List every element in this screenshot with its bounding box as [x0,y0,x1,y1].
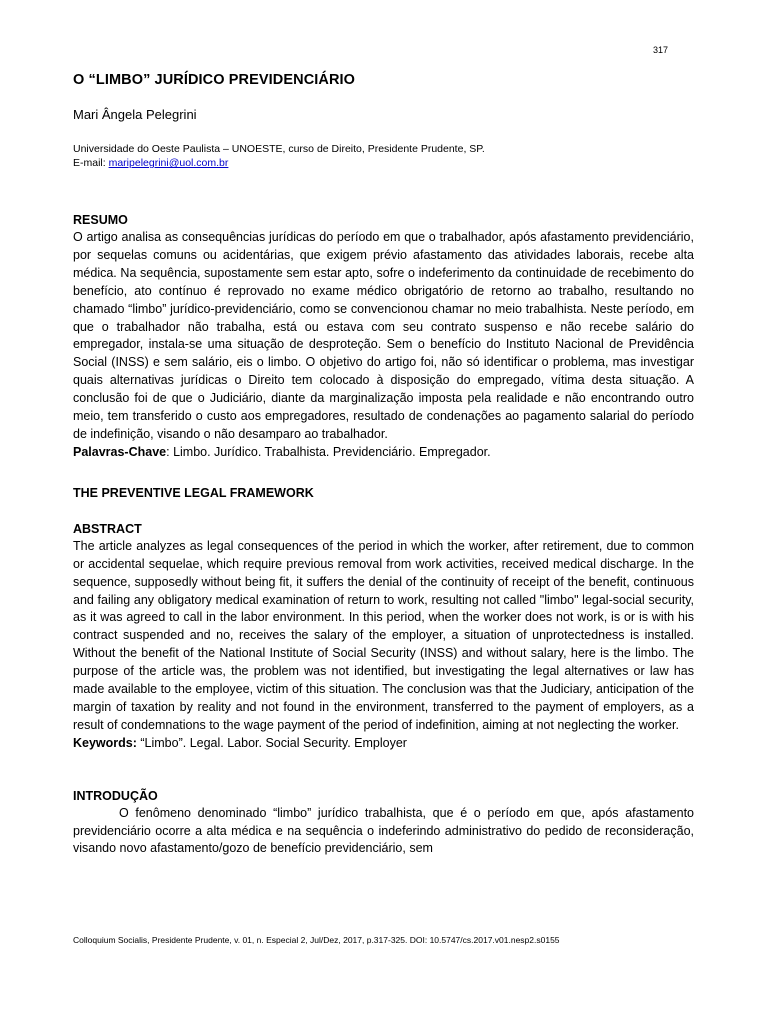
english-title: THE PREVENTIVE LEGAL FRAMEWORK [73,485,314,500]
article-content [73,72,694,858]
abstract-keywords-label: Keywords: [73,735,137,750]
resumo-text: O artigo analisa as consequências jurídicas do período em que o trabalhador, após afastamento previdenciário, por sequelas comuns ou acidentárias, que exigem prévio afastamento das atividades laborais, recebe alta médica. Na sequência, supostamente sem estar apto, sofre o indeferimento da continuidade de recebimento do benefício, ato contínuo é reprovado no exame médico obrigatório de retorno ao trabalho, resultando no chamado “limbo” jurídico-previdenciário, como se convencionou chamar no meio trabalhista. Neste período, em que o trabalhador não trabalha, está ou estava com seu contrato suspenso e não recebe salário do empregador, instala-se uma situação de desproteção. Sem o benefício do Instituto Nacional de Previdência Social (INSS) e sem salário, eis o limbo. O objetivo do artigo foi, não só identificar o problema, mas investigar quais alternativas jurídicas o Direito tem colocado à disposição do empregado, vítima desta situação. A conclusão foi de que o Judiciário, diante da marginalização imposta pela realidade e não encontrando outro meio, tem transferido o custo aos empregadores, resultado de condenações ao pagamento salarial do período de indefinição, visando o não desamparo ao trabalhador. [73,230,694,441]
abstract-keywords [73,735,694,753]
article-title: O “LIMBO” JURÍDICO PREVIDENCIÁRIO [73,72,356,88]
resumo-keywords-label: Palavras-Chave [73,444,167,459]
resumo-keywords [73,444,694,462]
email-line [73,156,694,170]
page-number: 317 [652,45,668,55]
resumo-keywords-value: : Limbo. Jurídico. Trabalhista. Previdenciário. Empregador. [166,444,491,459]
abstract-keywords-value: “Limbo”. Legal. Labor. Social Security. Employer [136,735,407,750]
introducao-text: O fenômeno denominado “limbo” jurídico trabalhista, que é o período em que, após afastamento previdenciário ocorre a alta médica e na sequência o indeferindo administrativo do pedido de reconsideração, visando novo afastamento/gozo de benefício previdenciário, sem [73,805,694,856]
resumo-heading: RESUMO [73,213,128,227]
email-label: E-mail: [73,157,109,169]
introducao-heading: INTRODUÇÃO [73,788,158,803]
abstract-heading: ABSTRACT [73,521,142,536]
abstract-text: The article analyzes as legal consequences of the period in which the worker, after retirement, due to common or accidental sequelae, which require previous removal from work activities, received medical discharge. In the sequence, supposedly without being fit, it suffers the denial of the continuity of receipt of the benefit, continuous and failing any obligatory medical examination of return to work, resulting not called "limbo" legal-social security, as it was agreed to call in the labor environment. In this period, when the worker does not work, is or is with his contract suspended and no, receives the salary of the employer, a situation of unprotectedness is installed. Without the benefit of the National Institute of Social Security (INSS) and without salary, here is the limbo. The purpose of the article was, the problem was not identified, but investigating the legal alternatives or law has made available to the employee, victim of this situation. The conclusion was that the Judiciary, anticipation of the margin of taxation by reality and not found in the environment, transferred to the payment of employers, as a result of condemnations to the wage payment of the period of indefinition, aiming at not neglecting the worker. [73,538,694,732]
footer-citation: Colloquium Socialis, Presidente Prudente, v. 01, n. Especial 2, Jul/Dez, 2017, p.317-325. DOI: 10.5747/cs.2017.v01.nesp2.s0155 [73,935,560,945]
author-name: Mari Ângela Pelegrini [73,107,197,122]
email-link[interactable]: maripelegrini@uol.com.br [108,157,229,169]
affiliation: Universidade do Oeste Paulista – UNOESTE, curso de Direito, Presidente Prudente, SP. [73,143,485,155]
